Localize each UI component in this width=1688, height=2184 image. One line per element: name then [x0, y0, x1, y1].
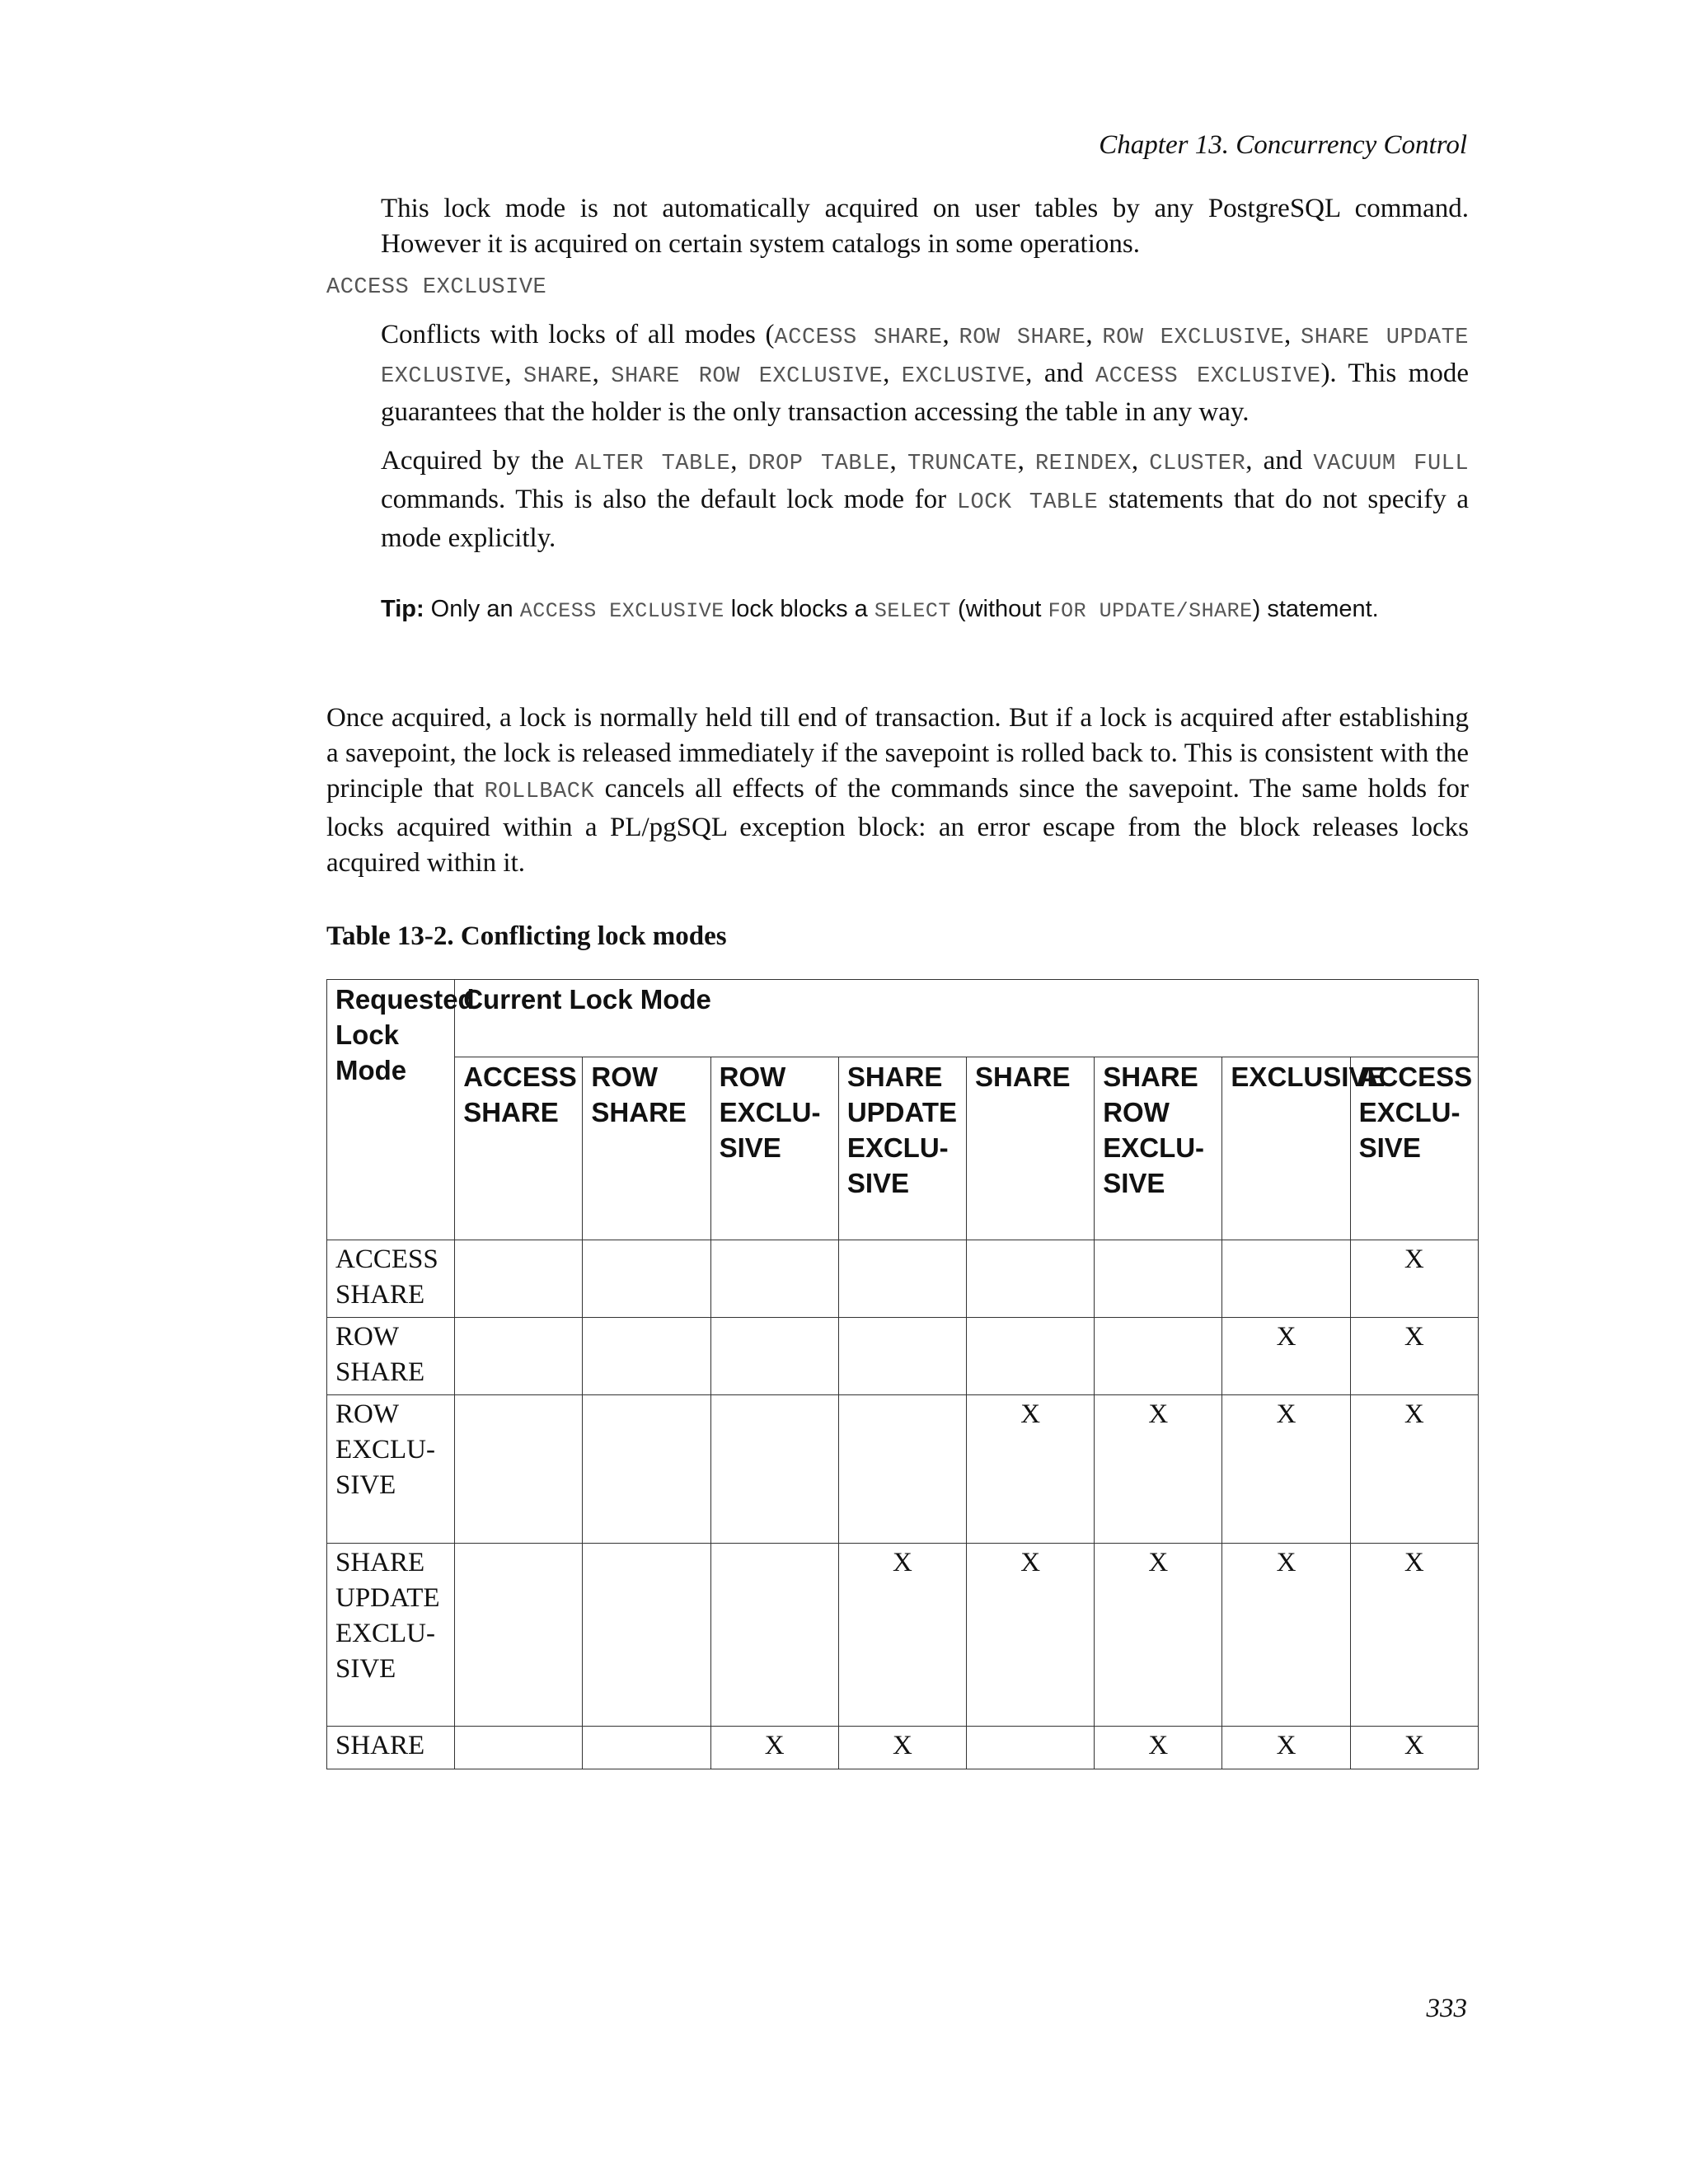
table-row [327, 1240, 1479, 1318]
column-header: EXCLUSIVE [1222, 1057, 1350, 1240]
table-cell [967, 1318, 1095, 1395]
page-content [326, 191, 1473, 1769]
table-cell [838, 1318, 966, 1395]
table-cell [583, 1544, 710, 1727]
tip-box: Tip: Only an ACCESS EXCLUSIVE lock blocks a SELECT (without FOR UPDATE/SHARE) statement. [381, 596, 1379, 623]
table-cell [583, 1727, 710, 1769]
table-cell: X [967, 1395, 1095, 1544]
table-cell [455, 1240, 583, 1318]
table-cell [838, 1395, 966, 1544]
table-cell: X [710, 1727, 838, 1769]
table-cell [1095, 1318, 1222, 1395]
table-cell [455, 1544, 583, 1727]
table-cell: X [1350, 1544, 1478, 1727]
table-cell: X [1350, 1318, 1478, 1395]
table-cell [455, 1727, 583, 1769]
row-header: ROW SHARE [327, 1318, 455, 1395]
conflicts-paragraph: Conflicts with locks of all modes (ACCESS SHARE, ROW SHARE, ROW EXCLUSIVE, SHARE UPDATE EXCLUSIVE, SHARE, SHARE ROW EXCLUSIVE, EXCLUSIVE, and ACCESS EXCLUSIVE). This mode guarantees that the holder is the only transaction accessing the table in any way. [381, 320, 1469, 427]
table-cell: X [1350, 1395, 1478, 1544]
term-access-exclusive: ACCESS EXCLUSIVE [326, 275, 547, 300]
table-cell [710, 1240, 838, 1318]
table-cell: X [1350, 1727, 1478, 1769]
table-cell [967, 1727, 1095, 1769]
table-cell [967, 1240, 1095, 1318]
column-header: ROW SHARE [583, 1057, 710, 1240]
header-requested-lock-mode: Requested Lock Mode [327, 980, 455, 1240]
term-body [381, 317, 1469, 628]
acquired-paragraph: Acquired by the ALTER TABLE, DROP TABLE, TRUNCATE, REINDEX, CLUSTER, and VACUUM FULL commands. This is also the default lock mode for LOCK TABLE statements that do not specify a mode explicitly. [381, 446, 1470, 553]
table-cell: X [1222, 1395, 1350, 1544]
table-cell: X [1222, 1727, 1350, 1769]
table-cell [583, 1240, 710, 1318]
row-header: SHARE [327, 1727, 455, 1769]
table-cell [710, 1318, 838, 1395]
table-cell: X [1222, 1318, 1350, 1395]
table-cell [583, 1395, 710, 1544]
table-cell: X [838, 1727, 966, 1769]
table-cell: X [1222, 1544, 1350, 1727]
conflicting-lock-modes-table [326, 979, 1479, 1769]
intro-paragraph: This lock mode is not automatically acquired on user tables by any PostgreSQL command. However it is acquired on certain system catalogs in some operations. [381, 194, 1469, 259]
row-header: ROW EXCLU- SIVE [327, 1395, 455, 1544]
table-cell: X [1095, 1727, 1222, 1769]
table-cell: X [1095, 1395, 1222, 1544]
column-header: SHARE UPDATE EXCLU- SIVE [838, 1057, 966, 1240]
table-title: Table 13-2. Conflicting lock modes [326, 921, 727, 951]
table-cell: X [1350, 1240, 1478, 1318]
tip-label: Tip: [381, 596, 424, 622]
row-header: ACCESS SHARE [327, 1240, 455, 1318]
running-head: Chapter 13. Concurrency Control [1099, 130, 1467, 160]
page-number: 333 [1426, 1994, 1467, 2023]
table-row [327, 1395, 1479, 1544]
intro-block [381, 191, 1469, 262]
row-header: SHARE UPDATE EXCLU- SIVE [327, 1544, 455, 1727]
column-header: SHARE ROW EXCLU- SIVE [1095, 1057, 1222, 1240]
table-cell [1095, 1240, 1222, 1318]
header-current-lock-mode: Current Lock Mode [455, 980, 1479, 1057]
table-cell [583, 1318, 710, 1395]
table-cell [838, 1240, 966, 1318]
table-cell: X [967, 1544, 1095, 1727]
table-row [327, 1727, 1479, 1769]
column-header: ROW EXCLU- SIVE [710, 1057, 838, 1240]
column-header: SHARE [967, 1057, 1095, 1240]
body-paragraph: Once acquired, a lock is normally held till end of transaction. But if a lock is acquired after establishing a savepoint, the lock is released immediately if the savepoint is rolled back to. This is consistent with the principle that ROLLBACK cancels all effects of the commands since the savepoint. The same holds for locks acquired within a PL/pgSQL exception block: an error escape from the block releases locks acquired within it. [326, 703, 1469, 878]
column-header: ACCESS SHARE [455, 1057, 583, 1240]
table-cell [455, 1395, 583, 1544]
column-header: ACCESS EXCLU- SIVE [1350, 1057, 1478, 1240]
table-cell: X [1095, 1544, 1222, 1727]
table-row [327, 1318, 1479, 1395]
table-cell [710, 1395, 838, 1544]
table-cell [1222, 1240, 1350, 1318]
table-cell [455, 1318, 583, 1395]
table-cell [710, 1544, 838, 1727]
table-cell: X [838, 1544, 966, 1727]
table-row [327, 1544, 1479, 1727]
